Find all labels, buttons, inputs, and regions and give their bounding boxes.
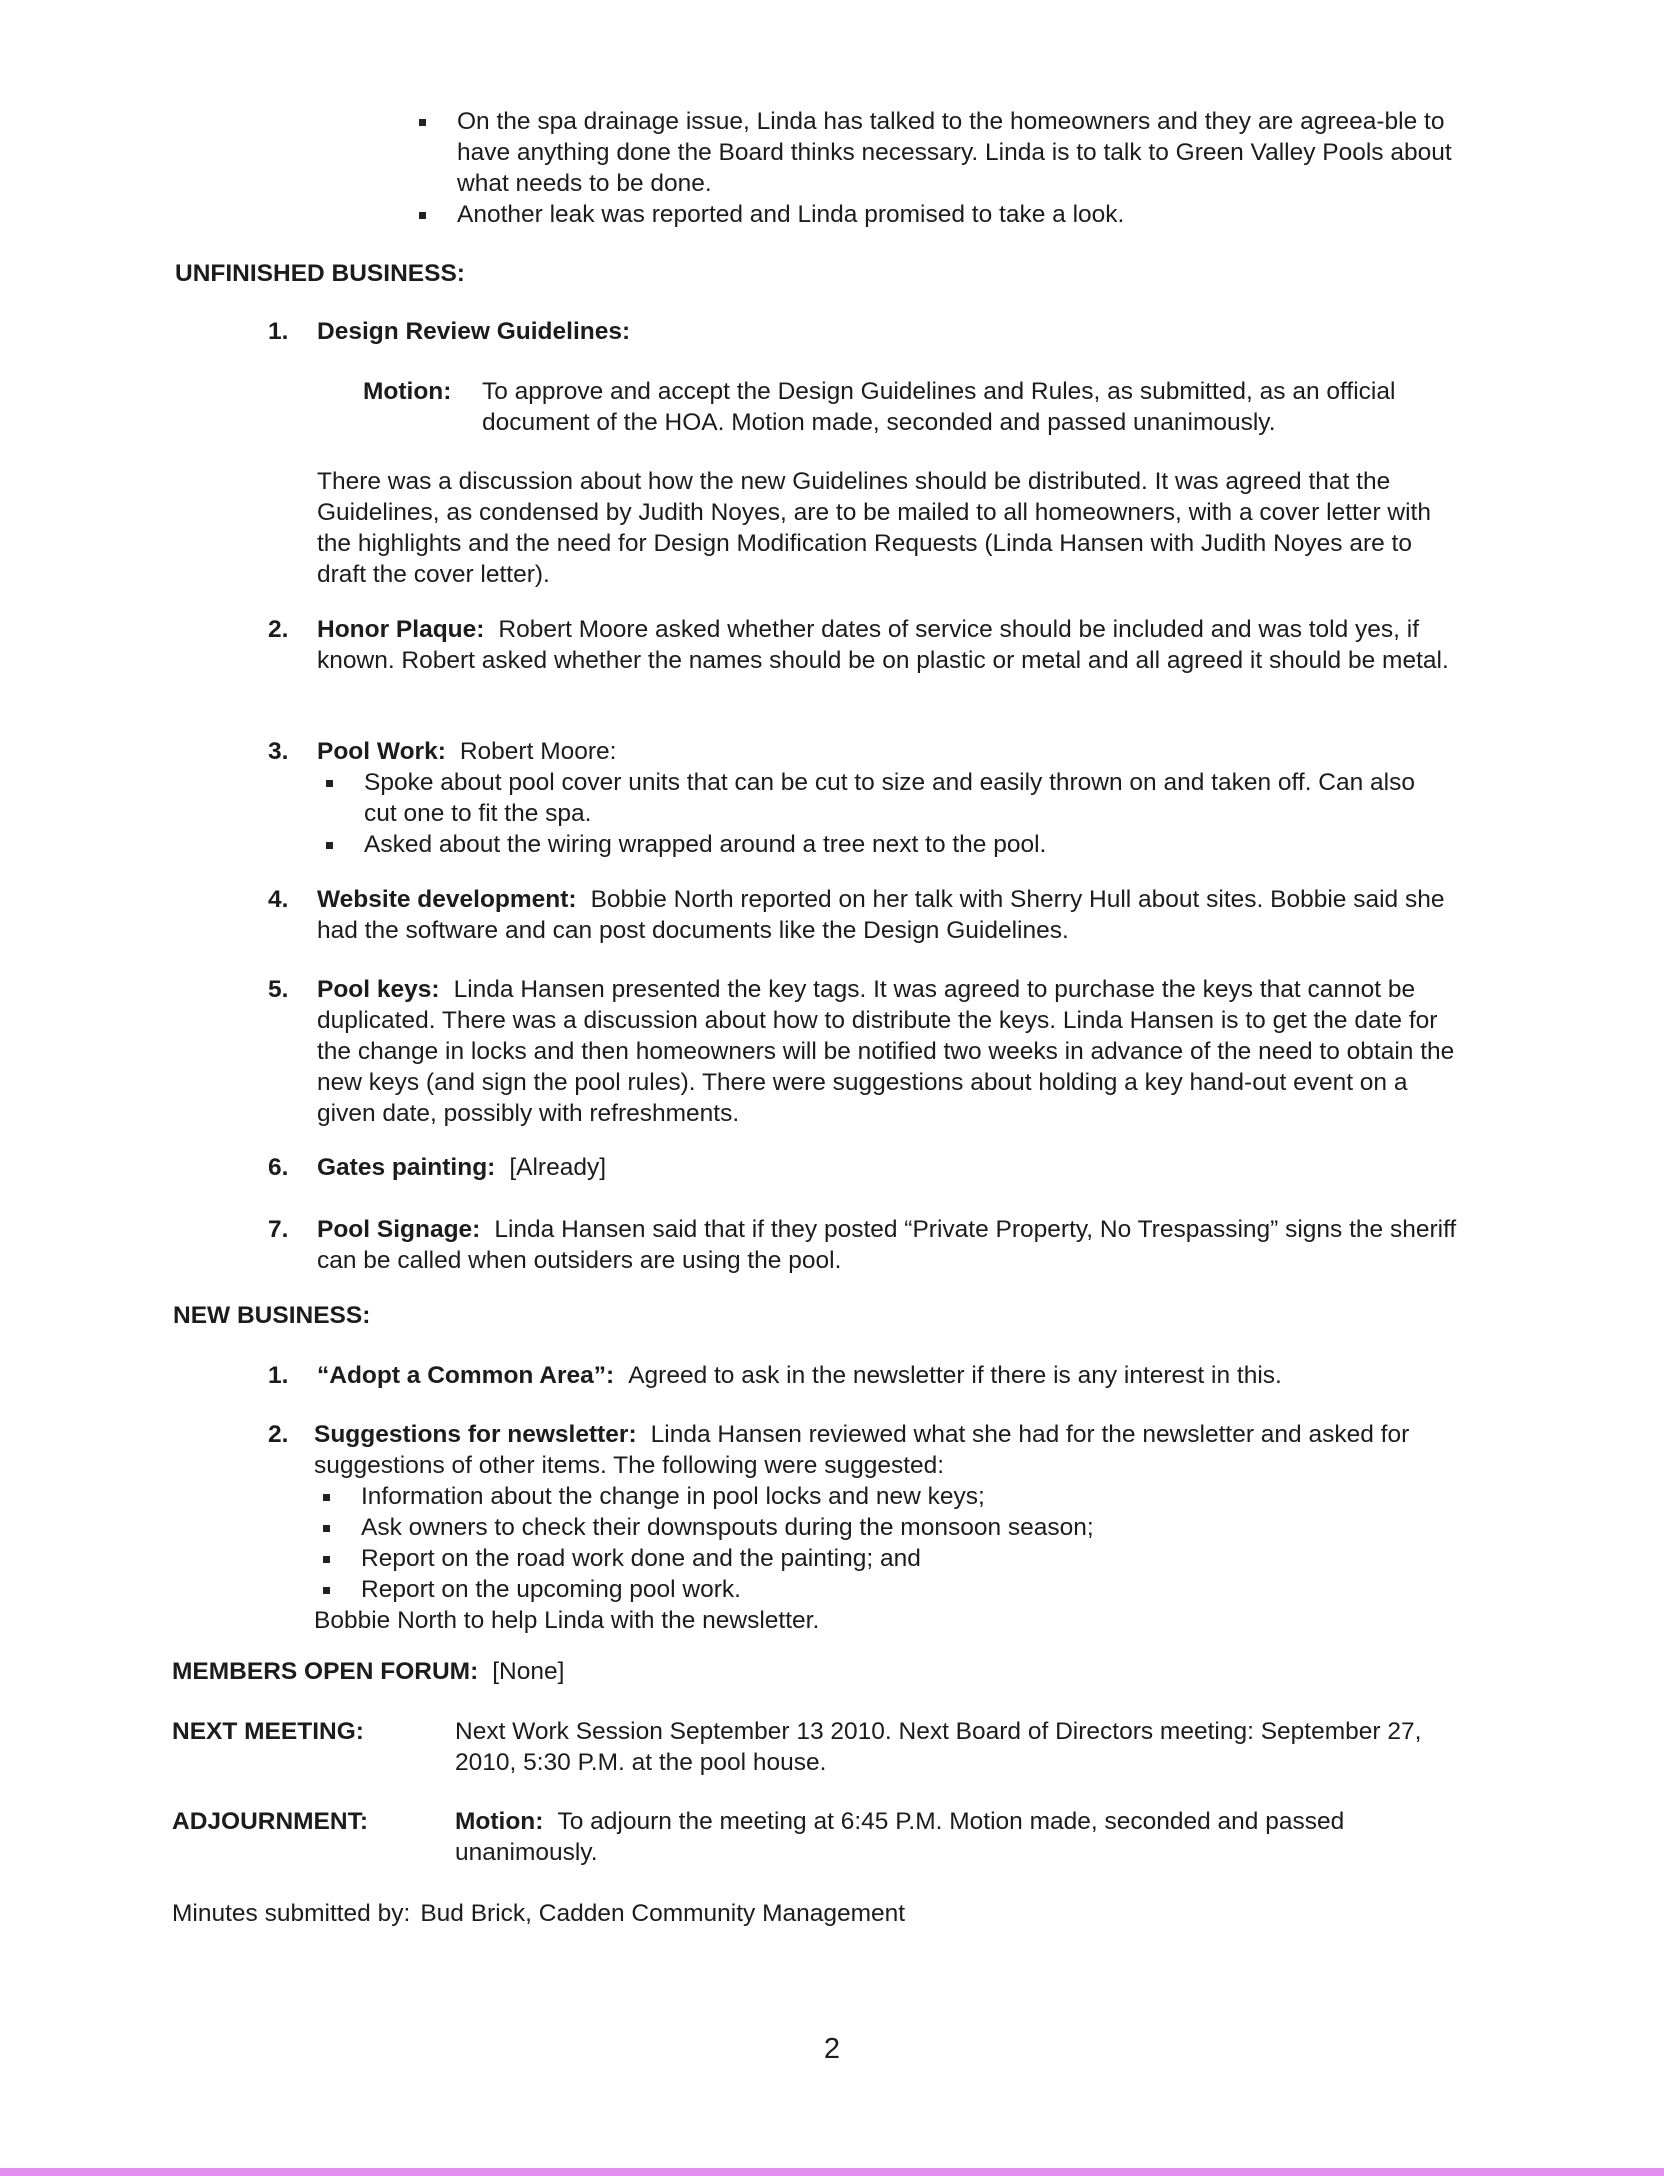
item-number: 3. <box>268 738 289 765</box>
adjournment-label: ADJOURNMENT: <box>172 1808 368 1835</box>
item-title: Website development: <box>317 886 577 913</box>
item-text: Bobbie North reported on her talk with Sherry Hull about sites. Bobbie said she had the software and can post documents like the Design Guidelines. <box>317 886 1445 944</box>
unfinished-item-4 <box>268 884 1468 946</box>
list-item: Spoke about pool cover units that can be cut to size and easily thrown on and taken off. Can also cut one to fit the spa. <box>317 767 1427 829</box>
item-title: “Adopt a Common Area”: <box>317 1362 615 1389</box>
motion-label: Motion: <box>363 378 452 405</box>
open-forum-text: [None] <box>492 1658 565 1685</box>
list-item: Report on the road work done and the painting; and <box>314 1543 1424 1574</box>
list-item: Asked about the wiring wrapped around a tree next to the pool. <box>317 829 1427 860</box>
motion-text: To adjourn the meeting at 6:45 P.M. Motion made, seconded and passed unanimously. <box>455 1808 1345 1866</box>
new-business-heading: NEW BUSINESS: <box>173 1302 371 1329</box>
item-text: Agreed to ask in the newsletter if there is any interest in this. <box>628 1362 1282 1389</box>
item-text: Robert Moore asked whether dates of service should be included and was told yes, if known. Robert asked whether the names should be on plastic or metal and all agreed it should be metal. <box>317 616 1449 674</box>
page-number: 2 <box>823 2033 841 2065</box>
new-business-item-1 <box>268 1360 1468 1391</box>
motion-label: Motion: <box>455 1808 544 1835</box>
item-number: 6. <box>268 1154 289 1181</box>
item-title: Suggestions for newsletter: <box>314 1421 637 1448</box>
motion-text: To approve and accept the Design Guidelines and Rules, as submitted, as an official document of the HOA. Motion made, seconded and passed unanimously. <box>482 378 1396 436</box>
item-text: [Already] <box>509 1154 607 1181</box>
item-text: Linda Hansen reviewed what she had for the newsletter and asked for suggestions of other items. The following were suggested: <box>314 1421 1410 1479</box>
unfinished-business-heading: UNFINISHED BUSINESS: <box>175 260 465 287</box>
next-meeting-text: Next Work Session September 13 2010. Next Board of Directors meeting: September 27, 2010, 5:30 P.M. at the pool house. <box>455 1718 1422 1776</box>
item-title: Pool Signage: <box>317 1216 481 1243</box>
submitted-label: Minutes submitted by: <box>172 1900 411 1927</box>
item-number: 5. <box>268 976 289 1003</box>
item-number: 1. <box>268 1362 289 1389</box>
list-item: Information about the change in pool locks and new keys; <box>314 1481 1424 1512</box>
submitted-text: Bud Brick, Cadden Community Management <box>420 1900 906 1927</box>
unfinished-item-2 <box>268 614 1468 676</box>
list-item: Another leak was reported and Linda promised to take a look. <box>410 199 1475 230</box>
design-discussion-paragraph: There was a discussion about how the new Guidelines should be distributed. It was agreed that the Guidelines, as condensed by Judith Noyes, are to be mailed to all homeowners, with a cover letter with the highlights and the need for Design Modification Requests (Linda Hansen with Judith Noyes are to draft the cover letter). <box>317 468 1431 588</box>
item-text: Robert Moore: <box>459 738 617 765</box>
list-item: On the spa drainage issue, Linda has talked to the homeowners and they are agreea-ble to have anything done the Board thinks necessary. Linda is to talk to Green Valley Pools about what needs to be done. <box>410 106 1475 199</box>
item-number: 1. <box>268 318 289 345</box>
item-number: 7. <box>268 1216 289 1243</box>
item-title: Pool keys: <box>317 976 440 1003</box>
open-forum <box>172 1656 564 1687</box>
unfinished-item-1 <box>268 316 1468 347</box>
unfinished-item-6 <box>268 1152 1468 1183</box>
list-item: Report on the upcoming pool work. <box>314 1574 1424 1605</box>
item-text: Linda Hansen presented the key tags. It was agreed to purchase the keys that cannot be duplicated. There was a discussion about how to distribute the keys. Linda Hansen is to get the date for the change in locks and then homeowners will be notified two weeks in advance of the need to obtain the new keys (and sign the pool rules). There were suggestions about holding a key hand-out event on a given date, possibly with refreshments. <box>317 976 1455 1127</box>
adjournment-text <box>455 1806 1465 1868</box>
open-forum-label: MEMBERS OPEN FORUM: <box>172 1658 479 1685</box>
item-text: Linda Hansen said that if they posted “Private Property, No Trespassing” signs the sheriff can be called when outsiders are using the pool. <box>317 1216 1457 1274</box>
item-number: 4. <box>268 886 289 913</box>
pool-work-bullets <box>317 767 1427 860</box>
minutes-submitted <box>172 1898 905 1929</box>
unfinished-item-3 <box>268 736 1468 860</box>
item-title: Gates painting: <box>317 1154 496 1181</box>
new-business-item-2 <box>268 1419 1468 1636</box>
next-meeting-label: NEXT MEETING: <box>172 1718 364 1745</box>
newsletter-suggestions-list <box>314 1481 1424 1605</box>
item-title: Pool Work: <box>317 738 446 765</box>
newsletter-closing: Bobbie North to help Linda with the newsletter. <box>314 1607 820 1634</box>
item-title: Design Review Guidelines: <box>317 318 631 345</box>
unfinished-item-7 <box>268 1214 1468 1276</box>
design-motion <box>363 376 1463 438</box>
item-title: Honor Plaque: <box>317 616 485 643</box>
list-item: Ask owners to check their downspouts during the monsoon season; <box>314 1512 1424 1543</box>
unfinished-item-5 <box>268 974 1468 1129</box>
item-number: 2. <box>268 616 289 643</box>
item-number: 2. <box>268 1421 289 1448</box>
bottom-edge-band <box>0 2168 1664 2176</box>
top-bullet-list <box>410 106 1475 230</box>
